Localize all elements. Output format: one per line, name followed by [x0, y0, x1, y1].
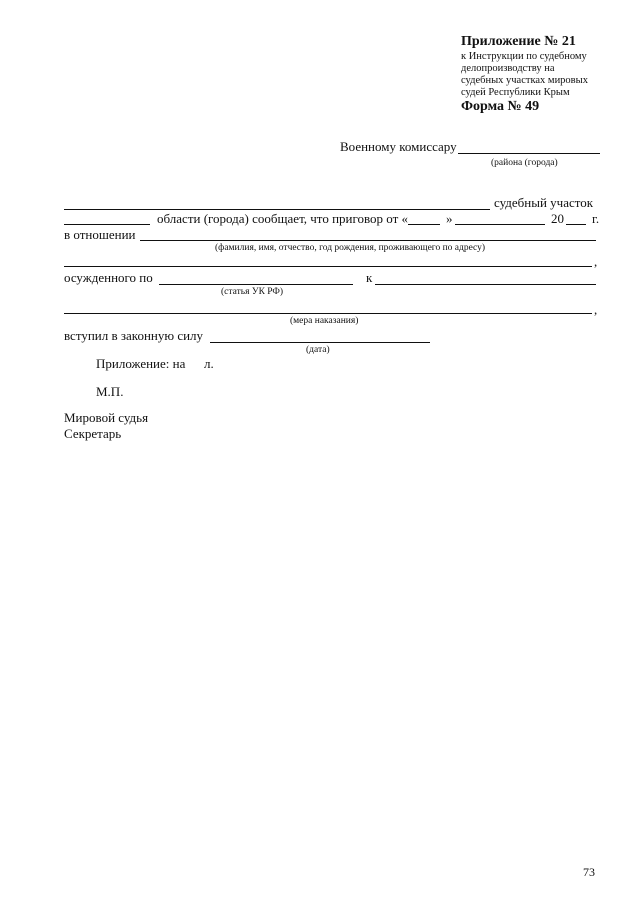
regarding-label: в отношении: [64, 227, 136, 242]
appendix-title: Приложение № 21: [461, 34, 576, 49]
header-line-2: делопроизводству на: [461, 63, 555, 74]
header-line-1: к Инструкции по судебному: [461, 51, 587, 62]
year-suffix: г.: [592, 211, 600, 226]
comma-1: ,: [594, 254, 598, 269]
addressee-caption: (района (города): [491, 158, 558, 168]
to-label: к: [366, 270, 373, 285]
court-site-label: судебный участок: [494, 195, 594, 210]
secretary-signature: Секретарь: [64, 426, 122, 441]
person-caption: (фамилия, имя, отчество, год рождения, проживающего по адресу): [215, 243, 486, 253]
form-number: Форма № 49: [461, 99, 540, 114]
effective-date-field[interactable]: [210, 342, 430, 343]
person-field[interactable]: [140, 240, 596, 241]
sentence-field[interactable]: [375, 284, 596, 285]
region-field[interactable]: [64, 224, 150, 225]
header-line-4: судей Республики Крым: [461, 87, 570, 98]
addressee-field[interactable]: [458, 153, 600, 154]
verdict-year-field[interactable]: [566, 224, 586, 225]
verdict-month-field[interactable]: [455, 224, 545, 225]
year-prefix: 20: [551, 211, 564, 226]
attachment-sheets: л.: [204, 356, 214, 371]
region-text: области (города) сообщает, что приговор от «: [157, 211, 409, 226]
header-line-3: судебных участках мировых: [461, 75, 588, 86]
punishment-field[interactable]: [64, 313, 592, 314]
convicted-label: осужденного по: [64, 270, 153, 285]
verdict-day-field[interactable]: [408, 224, 440, 225]
comma-2: ,: [594, 302, 598, 317]
effective-label: вступил в законную силу: [64, 328, 204, 343]
seal-label: М.П.: [96, 384, 124, 399]
court-site-field[interactable]: [64, 209, 490, 210]
address-field[interactable]: [64, 266, 592, 267]
article-field[interactable]: [159, 284, 353, 285]
quote-close: »: [446, 211, 453, 226]
addressee-label: Военному комиссару: [340, 139, 457, 154]
attachment-label: Приложение: на: [96, 356, 186, 371]
punishment-caption: (мера наказания): [290, 316, 359, 326]
date-caption: (дата): [306, 345, 330, 355]
article-caption: (статья УК РФ): [221, 287, 284, 297]
judge-signature: Мировой судья: [64, 410, 149, 425]
page-number: 73: [583, 865, 595, 879]
